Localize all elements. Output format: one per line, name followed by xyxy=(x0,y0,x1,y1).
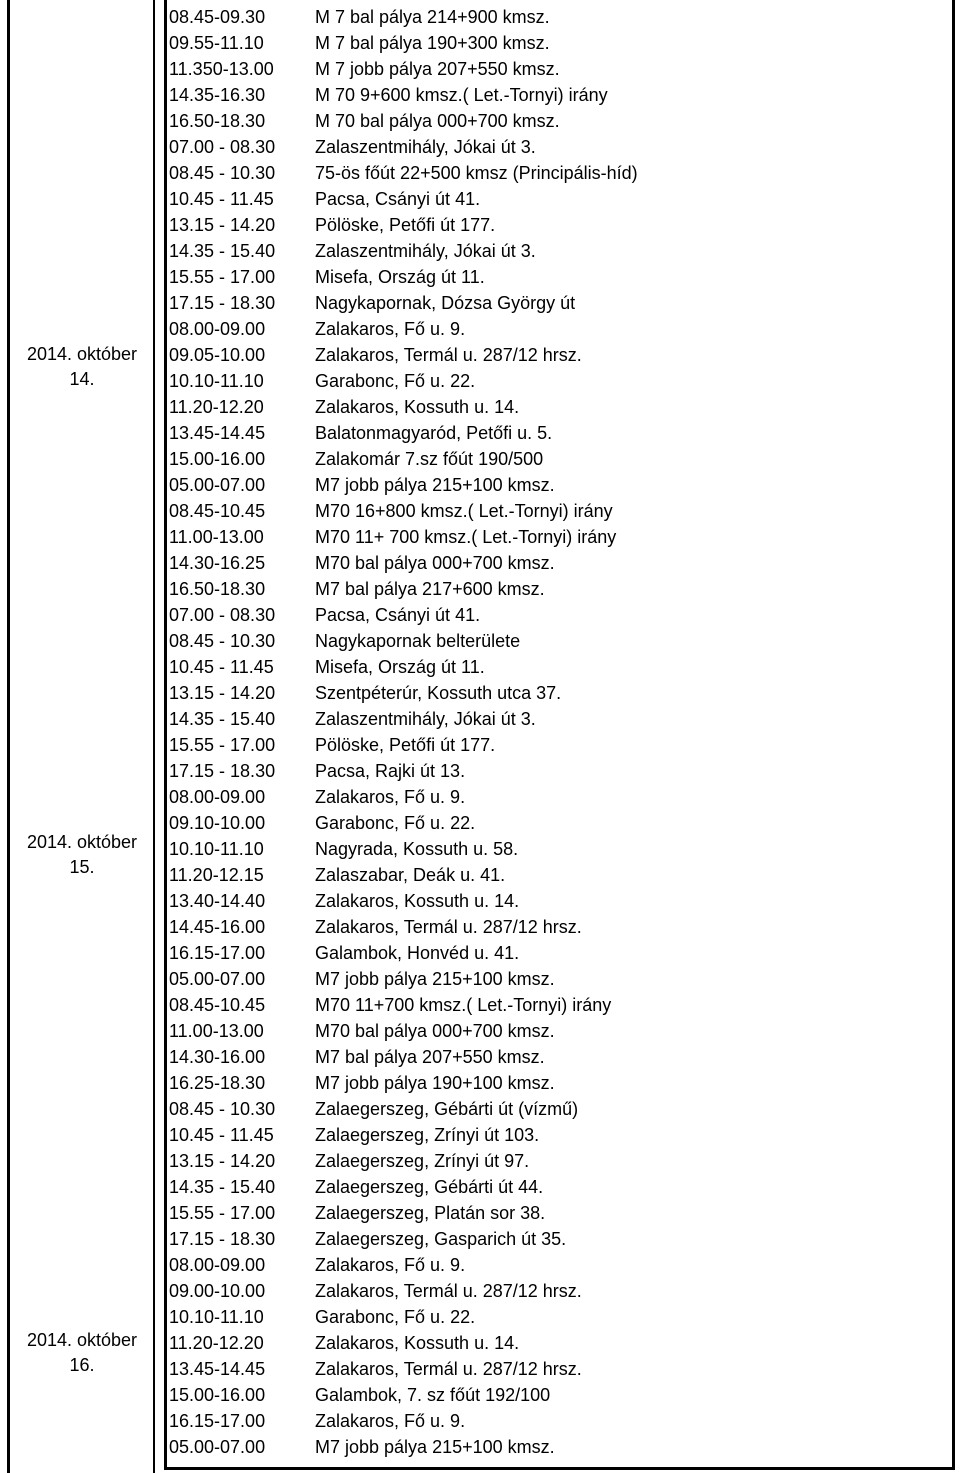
row-time: 15.55 - 17.00 xyxy=(169,1203,276,1223)
row-location: Zalaszabar, Deák u. 41. xyxy=(315,865,506,885)
table-row xyxy=(169,1096,949,1122)
row-time: 13.45-14.45 xyxy=(169,1359,266,1379)
row-time: 15.55 - 17.00 xyxy=(169,267,276,287)
table-row xyxy=(169,758,949,784)
row-location: Pölöske, Petőfi út 177. xyxy=(315,215,496,235)
row-location: M7 bal pálya 217+600 kmsz. xyxy=(315,579,545,599)
row-time: 16.50-18.30 xyxy=(169,111,266,131)
table-row xyxy=(169,264,949,290)
row-location: Zalakaros, Kossuth u. 14. xyxy=(315,891,520,911)
table-row xyxy=(169,1018,949,1044)
row-location: Zalakaros, Termál u. 287/12 hrsz. xyxy=(315,345,582,365)
table-row xyxy=(169,446,949,472)
table-row xyxy=(169,810,949,836)
row-time: 17.15 - 18.30 xyxy=(169,761,276,781)
row-location: M 70 bal pálya 000+700 kmsz. xyxy=(315,111,560,131)
table-row xyxy=(169,1356,949,1382)
row-location: Zalakomár 7.sz főút 190/500 xyxy=(315,449,544,469)
table-row xyxy=(169,472,949,498)
row-time: 08.00-09.00 xyxy=(169,787,266,807)
row-location: Zalaegerszeg, Gébárti út (vízmű) xyxy=(315,1099,579,1119)
row-location: M7 jobb pálya 215+100 kmsz. xyxy=(315,475,555,495)
row-time: 10.45 - 11.45 xyxy=(169,1125,274,1145)
table-row xyxy=(169,1330,949,1356)
date-label-line1: 2014. október xyxy=(26,832,138,852)
row-location: M70 16+800 kmsz.( Let.-Tornyi) irány xyxy=(315,501,613,521)
row-time: 13.15 - 14.20 xyxy=(169,683,276,703)
table-row xyxy=(169,1122,949,1148)
table-row xyxy=(169,1304,949,1330)
row-location: M7 bal pálya 207+550 kmsz. xyxy=(315,1047,545,1067)
row-time: 10.10-11.10 xyxy=(169,839,264,859)
row-time: 08.45-10.45 xyxy=(169,995,266,1015)
row-location: Zalaegerszeg, Gébárti út 44. xyxy=(315,1177,544,1197)
table-row xyxy=(169,1174,949,1200)
row-location: Zalakaros, Fő u. 9. xyxy=(315,1255,466,1275)
row-location: Zalakaros, Termál u. 287/12 hrsz. xyxy=(315,1281,582,1301)
date-label-line2: 15. xyxy=(69,857,95,877)
row-time: 14.35 - 15.40 xyxy=(169,709,276,729)
date-label-line2: 16. xyxy=(69,1355,95,1375)
row-time: 08.45 - 10.30 xyxy=(169,1099,276,1119)
row-time: 08.45-10.45 xyxy=(169,501,266,521)
row-location: Pacsa, Csányi út 41. xyxy=(315,189,481,209)
table-row xyxy=(169,186,949,212)
row-location: Galambok, Honvéd u. 41. xyxy=(315,943,520,963)
table-row xyxy=(169,4,949,30)
table-row xyxy=(169,1044,949,1070)
row-time: 14.30-16.00 xyxy=(169,1047,266,1067)
table-row xyxy=(169,56,949,82)
table-row xyxy=(169,1382,949,1408)
row-location: Zalakaros, Termál u. 287/12 hrsz. xyxy=(315,1359,582,1379)
row-time: 08.45 - 10.30 xyxy=(169,631,276,651)
table-row xyxy=(169,82,949,108)
row-location: Zalaszentmihály, Jókai út 3. xyxy=(315,709,536,729)
row-location: Pölöske, Petőfi út 177. xyxy=(315,735,496,755)
row-location: Pacsa, Csányi út 41. xyxy=(315,605,481,625)
date-label-line2: 14. xyxy=(69,369,95,389)
table-row xyxy=(169,1252,949,1278)
row-time: 10.10-11.10 xyxy=(169,371,264,391)
table-row xyxy=(169,706,949,732)
row-time: 13.45-14.45 xyxy=(169,423,266,443)
row-time: 14.30-16.25 xyxy=(169,553,266,573)
row-location: Zalakaros, Fő u. 9. xyxy=(315,1411,466,1431)
row-time: 17.15 - 18.30 xyxy=(169,293,276,313)
row-location: Zalakaros, Termál u. 287/12 hrsz. xyxy=(315,917,582,937)
table-row xyxy=(169,342,949,368)
row-location: M 7 jobb pálya 207+550 kmsz. xyxy=(315,59,560,79)
table-row xyxy=(169,1278,949,1304)
table-row xyxy=(169,160,949,186)
row-time: 10.10-11.10 xyxy=(169,1307,264,1327)
row-time: 08.45-09.30 xyxy=(169,7,266,27)
row-location: Zalakaros, Fő u. 9. xyxy=(315,319,466,339)
row-time: 11.00-13.00 xyxy=(169,1021,264,1041)
table-row xyxy=(169,576,949,602)
row-location: Zalaegerszeg, Gasparich út 35. xyxy=(315,1229,567,1249)
row-location: Nagykapornak, Dózsa György út xyxy=(315,293,576,313)
date-label-oct-14 xyxy=(12,342,152,392)
table-row xyxy=(169,914,949,940)
row-time: 10.45 - 11.45 xyxy=(169,189,274,209)
row-time: 11.00-13.00 xyxy=(169,527,264,547)
table-row xyxy=(169,1200,949,1226)
row-location: Nagyrada, Kossuth u. 58. xyxy=(315,839,519,859)
row-location: M 7 bal pálya 214+900 kmsz. xyxy=(315,7,550,27)
row-location: M70 bal pálya 000+700 kmsz. xyxy=(315,553,555,573)
row-location: Szentpéterúr, Kossuth utca 37. xyxy=(315,683,562,703)
row-location: Galambok, 7. sz főút 192/100 xyxy=(315,1385,551,1405)
date-label-line1: 2014. október xyxy=(26,344,138,364)
row-location: Zalaegerszeg, Zrínyi út 103. xyxy=(315,1125,540,1145)
table-row xyxy=(169,394,949,420)
row-time: 15.00-16.00 xyxy=(169,1385,266,1405)
row-location: Zalakaros, Fő u. 9. xyxy=(315,787,466,807)
table-row xyxy=(169,550,949,576)
row-time: 08.45 - 10.30 xyxy=(169,163,276,183)
row-location: M70 11+ 700 kmsz.( Let.-Tornyi) irány xyxy=(315,527,617,547)
row-time: 09.55-11.10 xyxy=(169,33,264,53)
table-row xyxy=(169,602,949,628)
row-time: 08.00-09.00 xyxy=(169,1255,266,1275)
row-location: Nagykapornak belterülete xyxy=(315,631,521,651)
schedule-rows xyxy=(169,4,949,1460)
row-location: Garabonc, Fő u. 22. xyxy=(315,1307,476,1327)
date-label-oct-16 xyxy=(12,1328,152,1378)
row-time: 09.00-10.00 xyxy=(169,1281,266,1301)
table-row xyxy=(169,784,949,810)
date-column-border xyxy=(153,0,155,1473)
row-time: 15.00-16.00 xyxy=(169,449,266,469)
row-location: Garabonc, Fő u. 22. xyxy=(315,371,476,391)
table-row xyxy=(169,628,949,654)
table-row xyxy=(169,420,949,446)
row-time: 14.35 - 15.40 xyxy=(169,1177,276,1197)
date-label-oct-15 xyxy=(12,830,152,880)
table-row xyxy=(169,238,949,264)
row-time: 16.50-18.30 xyxy=(169,579,266,599)
row-location: Zalaegerszeg, Platán sor 38. xyxy=(315,1203,546,1223)
table-row xyxy=(169,992,949,1018)
row-location: M7 jobb pálya 215+100 kmsz. xyxy=(315,969,555,989)
row-time: 14.35 - 15.40 xyxy=(169,241,276,261)
row-time: 14.35-16.30 xyxy=(169,85,266,105)
table-row xyxy=(169,888,949,914)
row-time: 16.15-17.00 xyxy=(169,943,266,963)
row-location: Zalaegerszeg, Zrínyi út 97. xyxy=(315,1151,530,1171)
row-location: M70 bal pálya 000+700 kmsz. xyxy=(315,1021,555,1041)
table-row xyxy=(169,290,949,316)
row-time: 16.15-17.00 xyxy=(169,1411,266,1431)
table-row xyxy=(169,1434,949,1460)
table-row xyxy=(169,30,949,56)
table-row xyxy=(169,1148,949,1174)
row-location: M7 jobb pálya 215+100 kmsz. xyxy=(315,1437,555,1457)
table-row xyxy=(169,836,949,862)
row-time: 05.00-07.00 xyxy=(169,475,266,495)
row-location: Zalakaros, Kossuth u. 14. xyxy=(315,397,520,417)
table-row xyxy=(169,1070,949,1096)
table-row xyxy=(169,498,949,524)
row-location: Pacsa, Rajki út 13. xyxy=(315,761,466,781)
row-location: Zalaszentmihály, Jókai út 3. xyxy=(315,241,536,261)
row-location: M 7 bal pálya 190+300 kmsz. xyxy=(315,33,550,53)
table-row xyxy=(169,732,949,758)
row-time: 15.55 - 17.00 xyxy=(169,735,276,755)
left-border-line xyxy=(7,0,10,1473)
row-time: 05.00-07.00 xyxy=(169,1437,266,1457)
row-location: M7 jobb pálya 190+100 kmsz. xyxy=(315,1073,555,1093)
table-row xyxy=(169,1226,949,1252)
row-time: 14.45-16.00 xyxy=(169,917,266,937)
table-row xyxy=(169,134,949,160)
row-location: Misefa, Ország út 11. xyxy=(315,657,485,677)
row-location: Misefa, Ország út 11. xyxy=(315,267,485,287)
row-time: 17.15 - 18.30 xyxy=(169,1229,276,1249)
row-time: 13.15 - 14.20 xyxy=(169,1151,276,1171)
row-time: 10.45 - 11.45 xyxy=(169,657,274,677)
row-time: 05.00-07.00 xyxy=(169,969,266,989)
row-time: 11.20-12.20 xyxy=(169,1333,264,1353)
table-row xyxy=(169,368,949,394)
table-row xyxy=(169,680,949,706)
row-location: M70 11+700 kmsz.( Let.-Tornyi) irány xyxy=(315,995,612,1015)
row-location: M 70 9+600 kmsz.( Let.-Tornyi) irány xyxy=(315,85,608,105)
date-label-line1: 2014. október xyxy=(26,1330,138,1350)
table-row xyxy=(169,654,949,680)
row-time: 09.10-10.00 xyxy=(169,813,266,833)
table-row xyxy=(169,108,949,134)
row-time: 16.25-18.30 xyxy=(169,1073,266,1093)
row-time: 13.40-14.40 xyxy=(169,891,266,911)
row-time: 08.00-09.00 xyxy=(169,319,266,339)
table-row xyxy=(169,862,949,888)
row-location: Zalaszentmihály, Jókai út 3. xyxy=(315,137,536,157)
table-row xyxy=(169,966,949,992)
row-time: 07.00 - 08.30 xyxy=(169,605,276,625)
row-time: 13.15 - 14.20 xyxy=(169,215,276,235)
row-time: 09.05-10.00 xyxy=(169,345,266,365)
table-row xyxy=(169,524,949,550)
row-time: 11.20-12.15 xyxy=(169,865,264,885)
row-time: 07.00 - 08.30 xyxy=(169,137,276,157)
row-time: 11.350-13.00 xyxy=(169,59,274,79)
row-location: Balatonmagyaród, Petőfi u. 5. xyxy=(315,423,553,443)
row-time: 11.20-12.20 xyxy=(169,397,264,417)
table-row xyxy=(169,1408,949,1434)
row-location: Zalakaros, Kossuth u. 14. xyxy=(315,1333,520,1353)
table-row xyxy=(169,212,949,238)
table-row xyxy=(169,316,949,342)
row-location: Garabonc, Fő u. 22. xyxy=(315,813,476,833)
table-row xyxy=(169,940,949,966)
row-location: 75-ös főút 22+500 kmsz (Principális-híd) xyxy=(315,163,638,183)
